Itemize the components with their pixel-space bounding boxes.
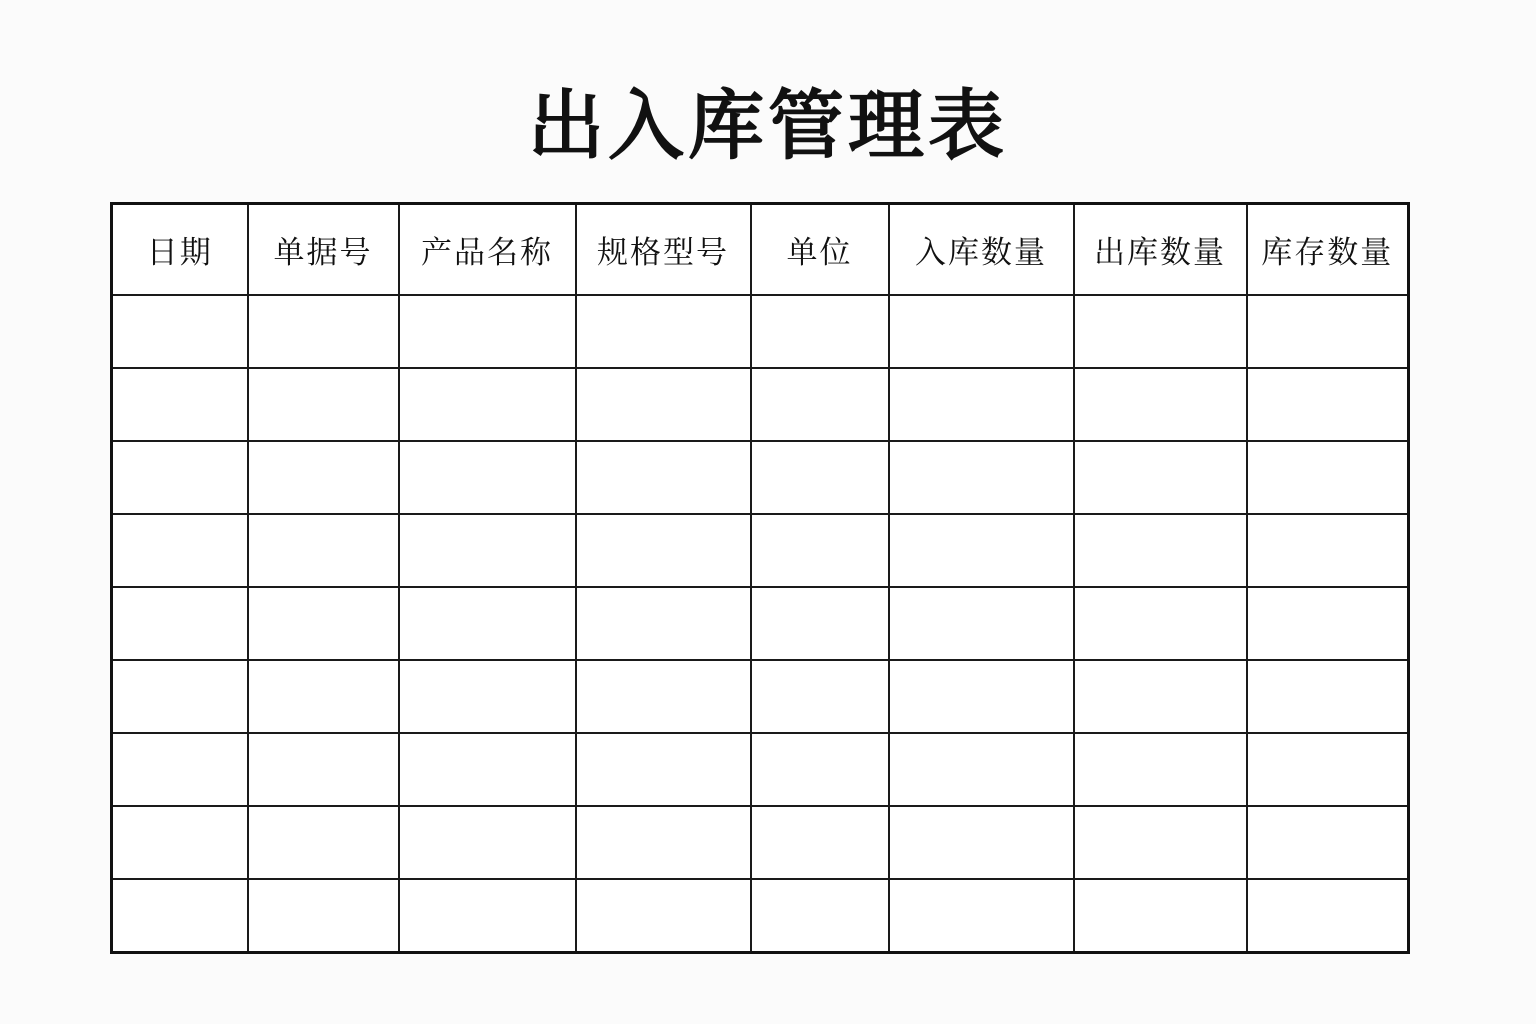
cell-inbound-quantity[interactable]	[889, 587, 1074, 660]
cell-inbound-quantity[interactable]	[889, 806, 1074, 879]
cell-product-name[interactable]	[399, 733, 576, 806]
cell-product-name[interactable]	[399, 368, 576, 441]
inventory-table	[110, 202, 1410, 954]
cell-inbound-quantity[interactable]	[889, 368, 1074, 441]
table-row	[112, 514, 1409, 587]
cell-stock-quantity[interactable]	[1247, 368, 1409, 441]
cell-product-name[interactable]	[399, 587, 576, 660]
cell-inbound-quantity[interactable]	[889, 514, 1074, 587]
cell-stock-quantity[interactable]	[1247, 660, 1409, 733]
cell-date[interactable]	[112, 295, 248, 368]
cell-date[interactable]	[112, 660, 248, 733]
cell-stock-quantity[interactable]	[1247, 587, 1409, 660]
header-unit: 单位	[751, 204, 889, 295]
cell-unit[interactable]	[751, 514, 889, 587]
table-row	[112, 879, 1409, 952]
cell-unit[interactable]	[751, 733, 889, 806]
table-row	[112, 368, 1409, 441]
table-row	[112, 441, 1409, 514]
cell-product-name[interactable]	[399, 660, 576, 733]
header-stock-quantity: 库存数量	[1247, 204, 1409, 295]
cell-outbound-quantity[interactable]	[1074, 806, 1247, 879]
cell-date[interactable]	[112, 514, 248, 587]
cell-outbound-quantity[interactable]	[1074, 368, 1247, 441]
cell-specification-model[interactable]	[576, 806, 751, 879]
cell-date[interactable]	[112, 441, 248, 514]
cell-unit[interactable]	[751, 441, 889, 514]
table-body	[112, 295, 1409, 953]
header-date: 日期	[112, 204, 248, 295]
cell-date[interactable]	[112, 368, 248, 441]
cell-specification-model[interactable]	[576, 587, 751, 660]
cell-specification-model[interactable]	[576, 441, 751, 514]
cell-specification-model[interactable]	[576, 879, 751, 952]
cell-unit[interactable]	[751, 368, 889, 441]
cell-date[interactable]	[112, 879, 248, 952]
header-inbound-quantity: 入库数量	[889, 204, 1074, 295]
cell-inbound-quantity[interactable]	[889, 733, 1074, 806]
header-product-name: 产品名称	[399, 204, 576, 295]
cell-outbound-quantity[interactable]	[1074, 587, 1247, 660]
cell-product-name[interactable]	[399, 295, 576, 368]
cell-unit[interactable]	[751, 660, 889, 733]
page-title: 出入库管理表	[528, 81, 1008, 170]
table-header-row	[112, 204, 1409, 295]
cell-stock-quantity[interactable]	[1247, 514, 1409, 587]
cell-stock-quantity[interactable]	[1247, 441, 1409, 514]
cell-outbound-quantity[interactable]	[1074, 441, 1247, 514]
cell-inbound-quantity[interactable]	[889, 879, 1074, 952]
cell-document-number[interactable]	[248, 660, 399, 733]
table-row	[112, 660, 1409, 733]
cell-unit[interactable]	[751, 587, 889, 660]
table-row	[112, 733, 1409, 806]
cell-document-number[interactable]	[248, 587, 399, 660]
cell-outbound-quantity[interactable]	[1074, 879, 1247, 952]
cell-specification-model[interactable]	[576, 295, 751, 368]
header-document-number: 单据号	[248, 204, 399, 295]
cell-stock-quantity[interactable]	[1247, 733, 1409, 806]
cell-stock-quantity[interactable]	[1247, 879, 1409, 952]
cell-outbound-quantity[interactable]	[1074, 660, 1247, 733]
cell-specification-model[interactable]	[576, 368, 751, 441]
cell-document-number[interactable]	[248, 441, 399, 514]
cell-date[interactable]	[112, 806, 248, 879]
cell-specification-model[interactable]	[576, 660, 751, 733]
cell-inbound-quantity[interactable]	[889, 441, 1074, 514]
cell-inbound-quantity[interactable]	[889, 295, 1074, 368]
cell-outbound-quantity[interactable]	[1074, 733, 1247, 806]
cell-stock-quantity[interactable]	[1247, 806, 1409, 879]
cell-outbound-quantity[interactable]	[1074, 295, 1247, 368]
cell-document-number[interactable]	[248, 733, 399, 806]
cell-document-number[interactable]	[248, 879, 399, 952]
cell-stock-quantity[interactable]	[1247, 295, 1409, 368]
cell-inbound-quantity[interactable]	[889, 660, 1074, 733]
cell-date[interactable]	[112, 587, 248, 660]
cell-unit[interactable]	[751, 806, 889, 879]
cell-specification-model[interactable]	[576, 514, 751, 587]
cell-document-number[interactable]	[248, 806, 399, 879]
cell-product-name[interactable]	[399, 441, 576, 514]
cell-product-name[interactable]	[399, 514, 576, 587]
table-row	[112, 806, 1409, 879]
cell-unit[interactable]	[751, 295, 889, 368]
header-outbound-quantity: 出库数量	[1074, 204, 1247, 295]
cell-specification-model[interactable]	[576, 733, 751, 806]
cell-unit[interactable]	[751, 879, 889, 952]
table-row	[112, 587, 1409, 660]
cell-outbound-quantity[interactable]	[1074, 514, 1247, 587]
cell-date[interactable]	[112, 733, 248, 806]
header-specification-model: 规格型号	[576, 204, 751, 295]
cell-product-name[interactable]	[399, 806, 576, 879]
cell-document-number[interactable]	[248, 368, 399, 441]
cell-document-number[interactable]	[248, 514, 399, 587]
cell-document-number[interactable]	[248, 295, 399, 368]
cell-product-name[interactable]	[399, 879, 576, 952]
table-row	[112, 295, 1409, 368]
